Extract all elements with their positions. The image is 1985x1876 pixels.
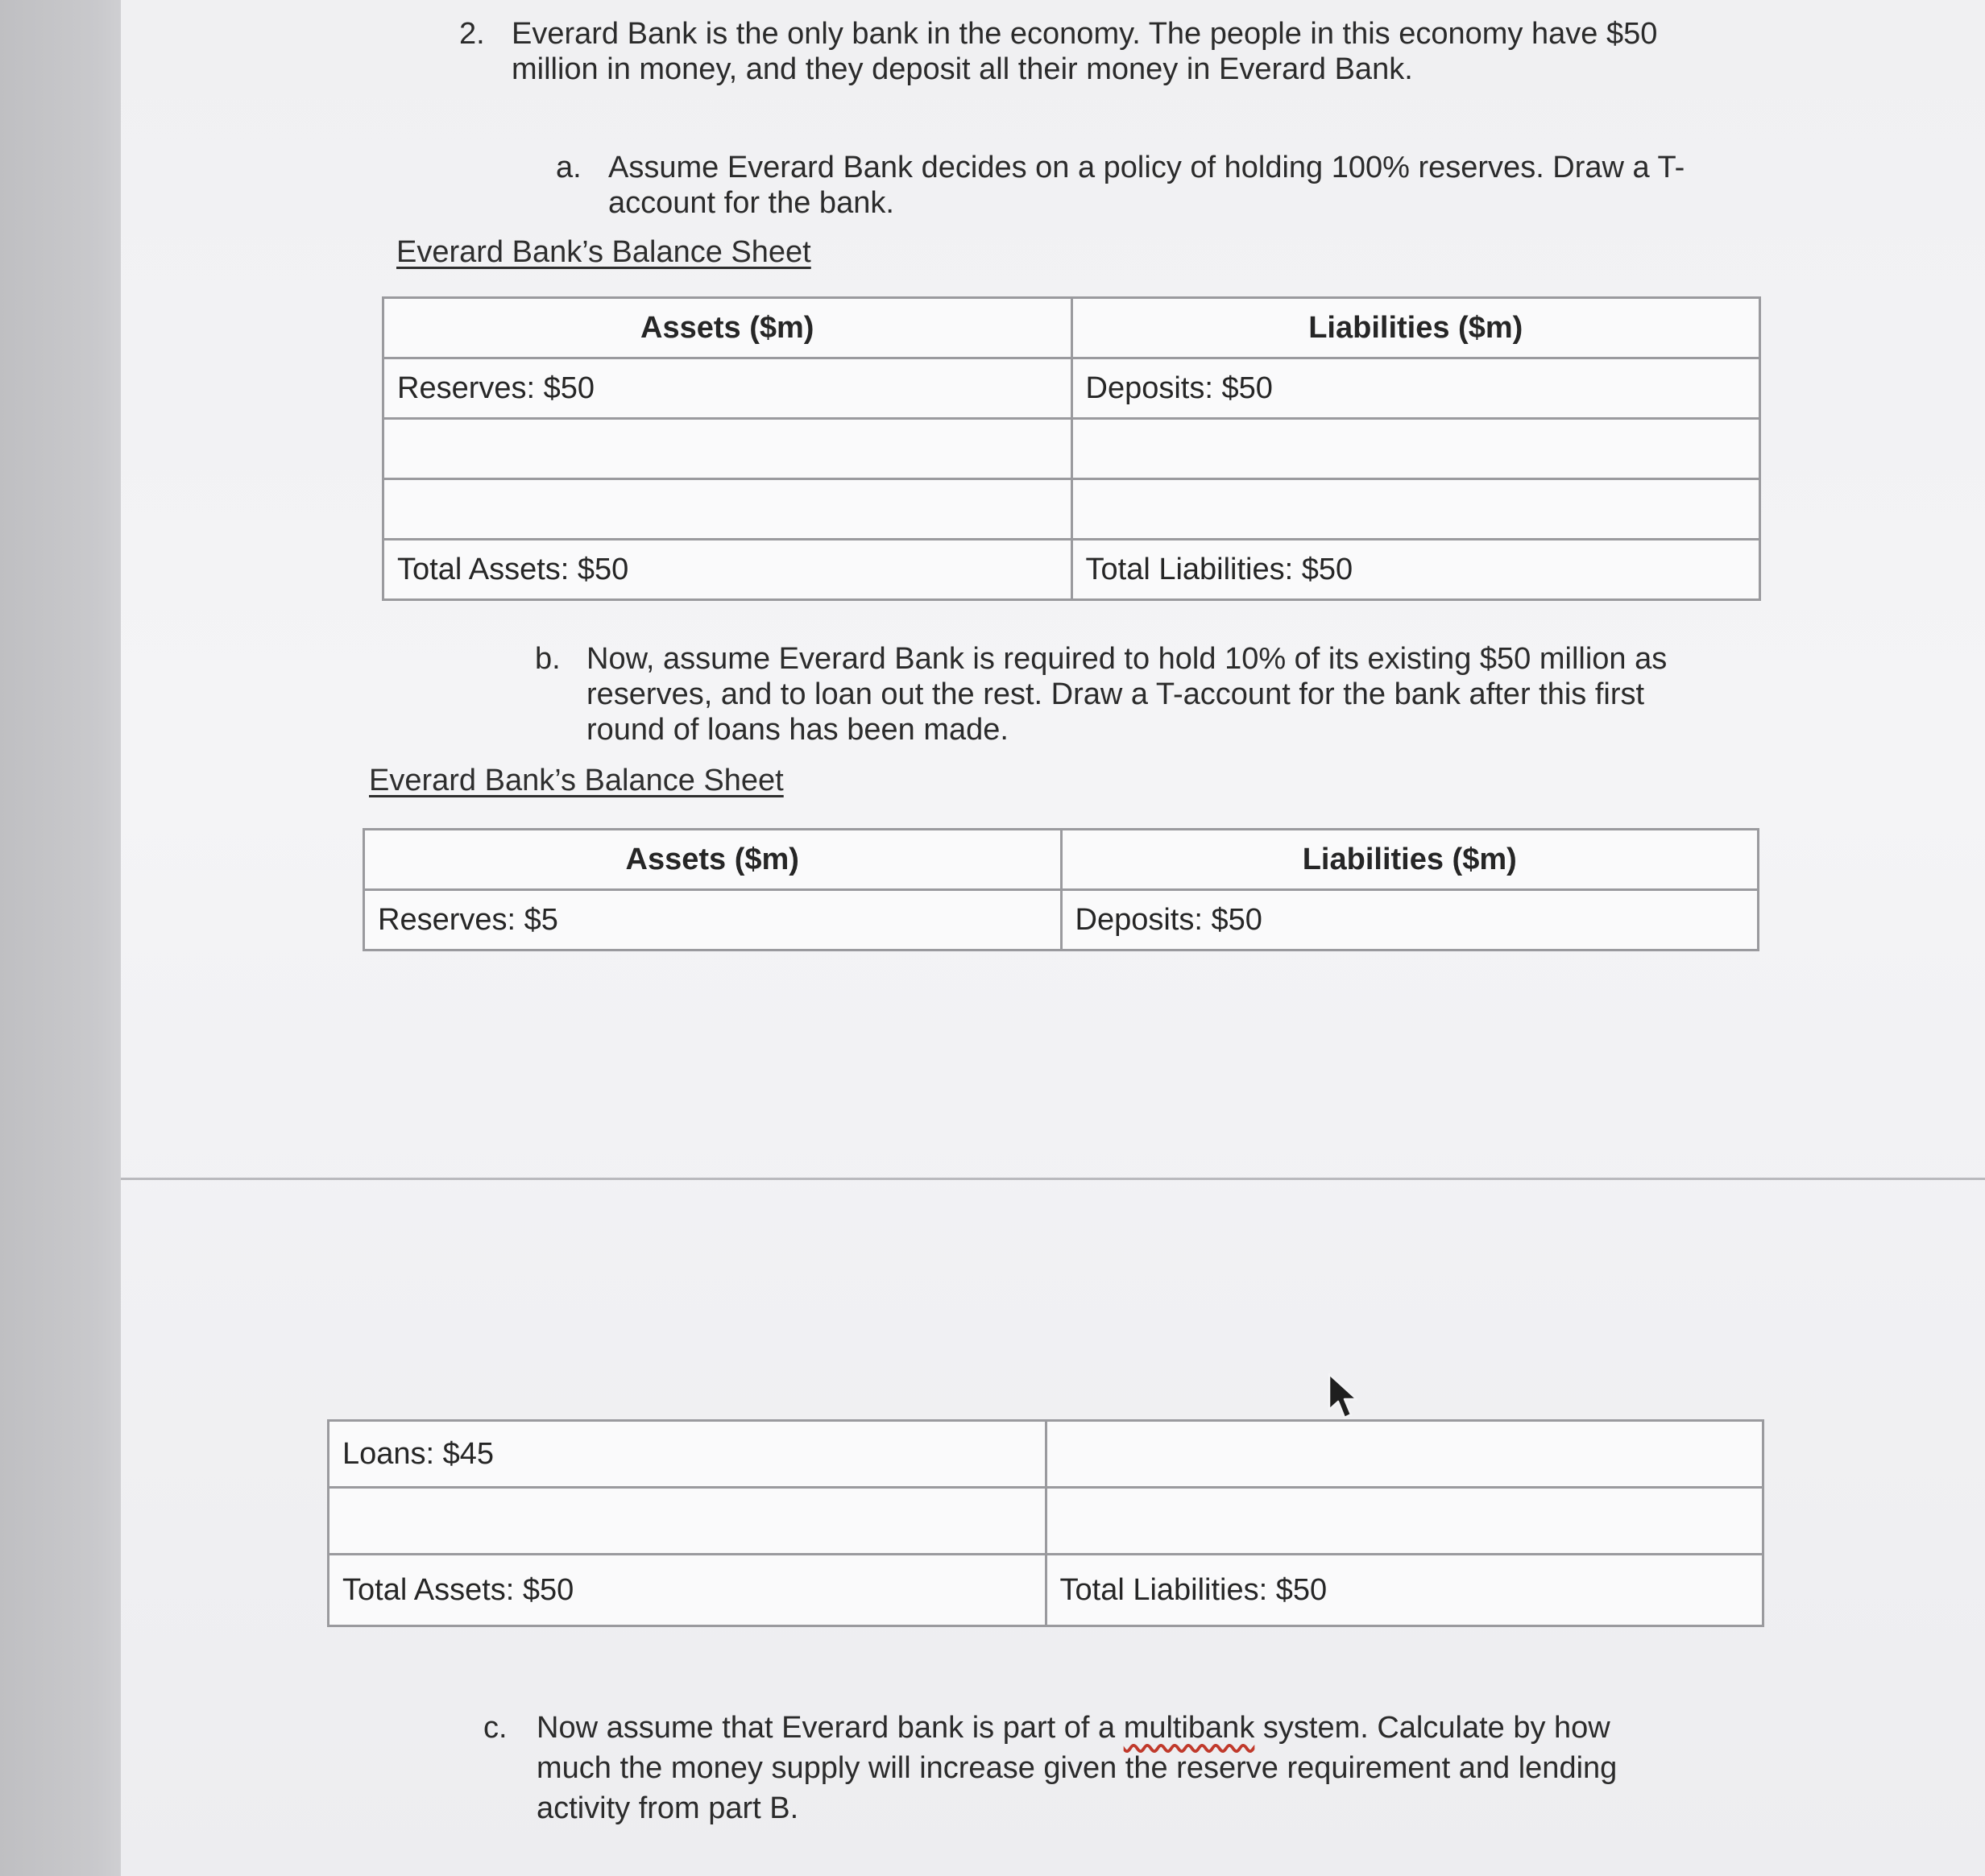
- liabilities-cell[interactable]: [1046, 1488, 1763, 1555]
- totals-row: [383, 540, 1760, 600]
- liabilities-cell[interactable]: [1046, 1421, 1763, 1488]
- part-b: [535, 641, 1792, 750]
- balance-sheet-table-b-top: [363, 828, 1759, 951]
- part-b-label: b.: [535, 642, 561, 676]
- assets-cell[interactable]: [383, 419, 1072, 479]
- table-row: [383, 358, 1760, 419]
- part-c-text-line: much the money supply will increase given the reserve requirement and lending: [537, 1751, 1618, 1785]
- part-c-label: c.: [483, 1711, 508, 1745]
- part-c-text-line: activity from part B.: [537, 1791, 799, 1825]
- part-a-text-line: Assume Everard Bank decides on a policy of holding 100% reserves. Draw a T-: [608, 151, 1685, 184]
- total-assets-cell[interactable]: Total Assets: $50: [329, 1555, 1046, 1626]
- liabilities-cell[interactable]: [1071, 419, 1760, 479]
- table-row: [383, 479, 1760, 540]
- total-assets-cell[interactable]: Total Assets: $50: [383, 540, 1072, 600]
- part-a-text-line: account for the bank.: [608, 186, 894, 220]
- balance-sheet-heading-a: Everard Bank’s Balance Sheet: [396, 235, 811, 269]
- balance-sheet-heading-b: Everard Bank’s Balance Sheet: [369, 764, 784, 797]
- part-b-text-line: reserves, and to loan out the rest. Draw a T-account for the bank after this first: [586, 677, 1645, 711]
- balance-sheet-table-b-bottom: [327, 1419, 1764, 1627]
- assets-header: Assets ($m): [383, 298, 1072, 358]
- assets-cell[interactable]: [383, 479, 1072, 540]
- spellcheck-flagged-word[interactable]: multibank: [1123, 1711, 1255, 1745]
- table-row: [364, 890, 1759, 950]
- assets-cell[interactable]: Reserves: $5: [364, 890, 1062, 950]
- table-row: [329, 1488, 1763, 1555]
- mouse-cursor-icon: [1326, 1373, 1361, 1421]
- liabilities-cell[interactable]: [1071, 479, 1760, 540]
- part-c-text-segment: system. Calculate by how: [1254, 1711, 1610, 1745]
- page-break-line: [121, 1178, 1985, 1180]
- question-text-line: Everard Bank is the only bank in the economy. The people in this economy have $50: [512, 17, 1658, 51]
- balance-sheet-table-a: [382, 296, 1761, 601]
- part-b-text: [586, 641, 1667, 748]
- assets-cell[interactable]: [329, 1488, 1046, 1555]
- part-c-text-line: [537, 1708, 1617, 1748]
- assets-cell[interactable]: Loans: $45: [329, 1421, 1046, 1488]
- table-header-row: [364, 830, 1759, 890]
- part-c-text-segment: Now assume that Everard bank is part of a: [537, 1711, 1124, 1745]
- table-row: [329, 1421, 1763, 1488]
- table-row: [383, 419, 1760, 479]
- liabilities-cell[interactable]: Deposits: $50: [1061, 890, 1759, 950]
- question-text-line: million in money, and they deposit all their money in Everard Bank.: [512, 52, 1413, 86]
- part-a-label: a.: [556, 151, 582, 184]
- part-a: [556, 150, 1780, 222]
- part-a-text: [608, 150, 1685, 221]
- part-c: [483, 1708, 1805, 1828]
- liabilities-header: Liabilities ($m): [1061, 830, 1759, 890]
- total-liabilities-cell[interactable]: Total Liabilities: $50: [1071, 540, 1760, 600]
- part-b-text-line: round of loans has been made.: [586, 713, 1009, 747]
- question-text: [512, 16, 1657, 87]
- part-c-text: [537, 1708, 1617, 1828]
- liabilities-header: Liabilities ($m): [1071, 298, 1760, 358]
- total-liabilities-cell[interactable]: Total Liabilities: $50: [1046, 1555, 1763, 1626]
- part-b-text-line: Now, assume Everard Bank is required to hold 10% of its existing $50 million as: [586, 642, 1668, 676]
- question-2: [459, 16, 1748, 89]
- question-number: 2.: [459, 17, 485, 51]
- table-header-row: [383, 298, 1760, 358]
- assets-header: Assets ($m): [364, 830, 1062, 890]
- assets-cell[interactable]: Reserves: $50: [383, 358, 1072, 419]
- totals-row: [329, 1555, 1763, 1626]
- liabilities-cell[interactable]: Deposits: $50: [1071, 358, 1760, 419]
